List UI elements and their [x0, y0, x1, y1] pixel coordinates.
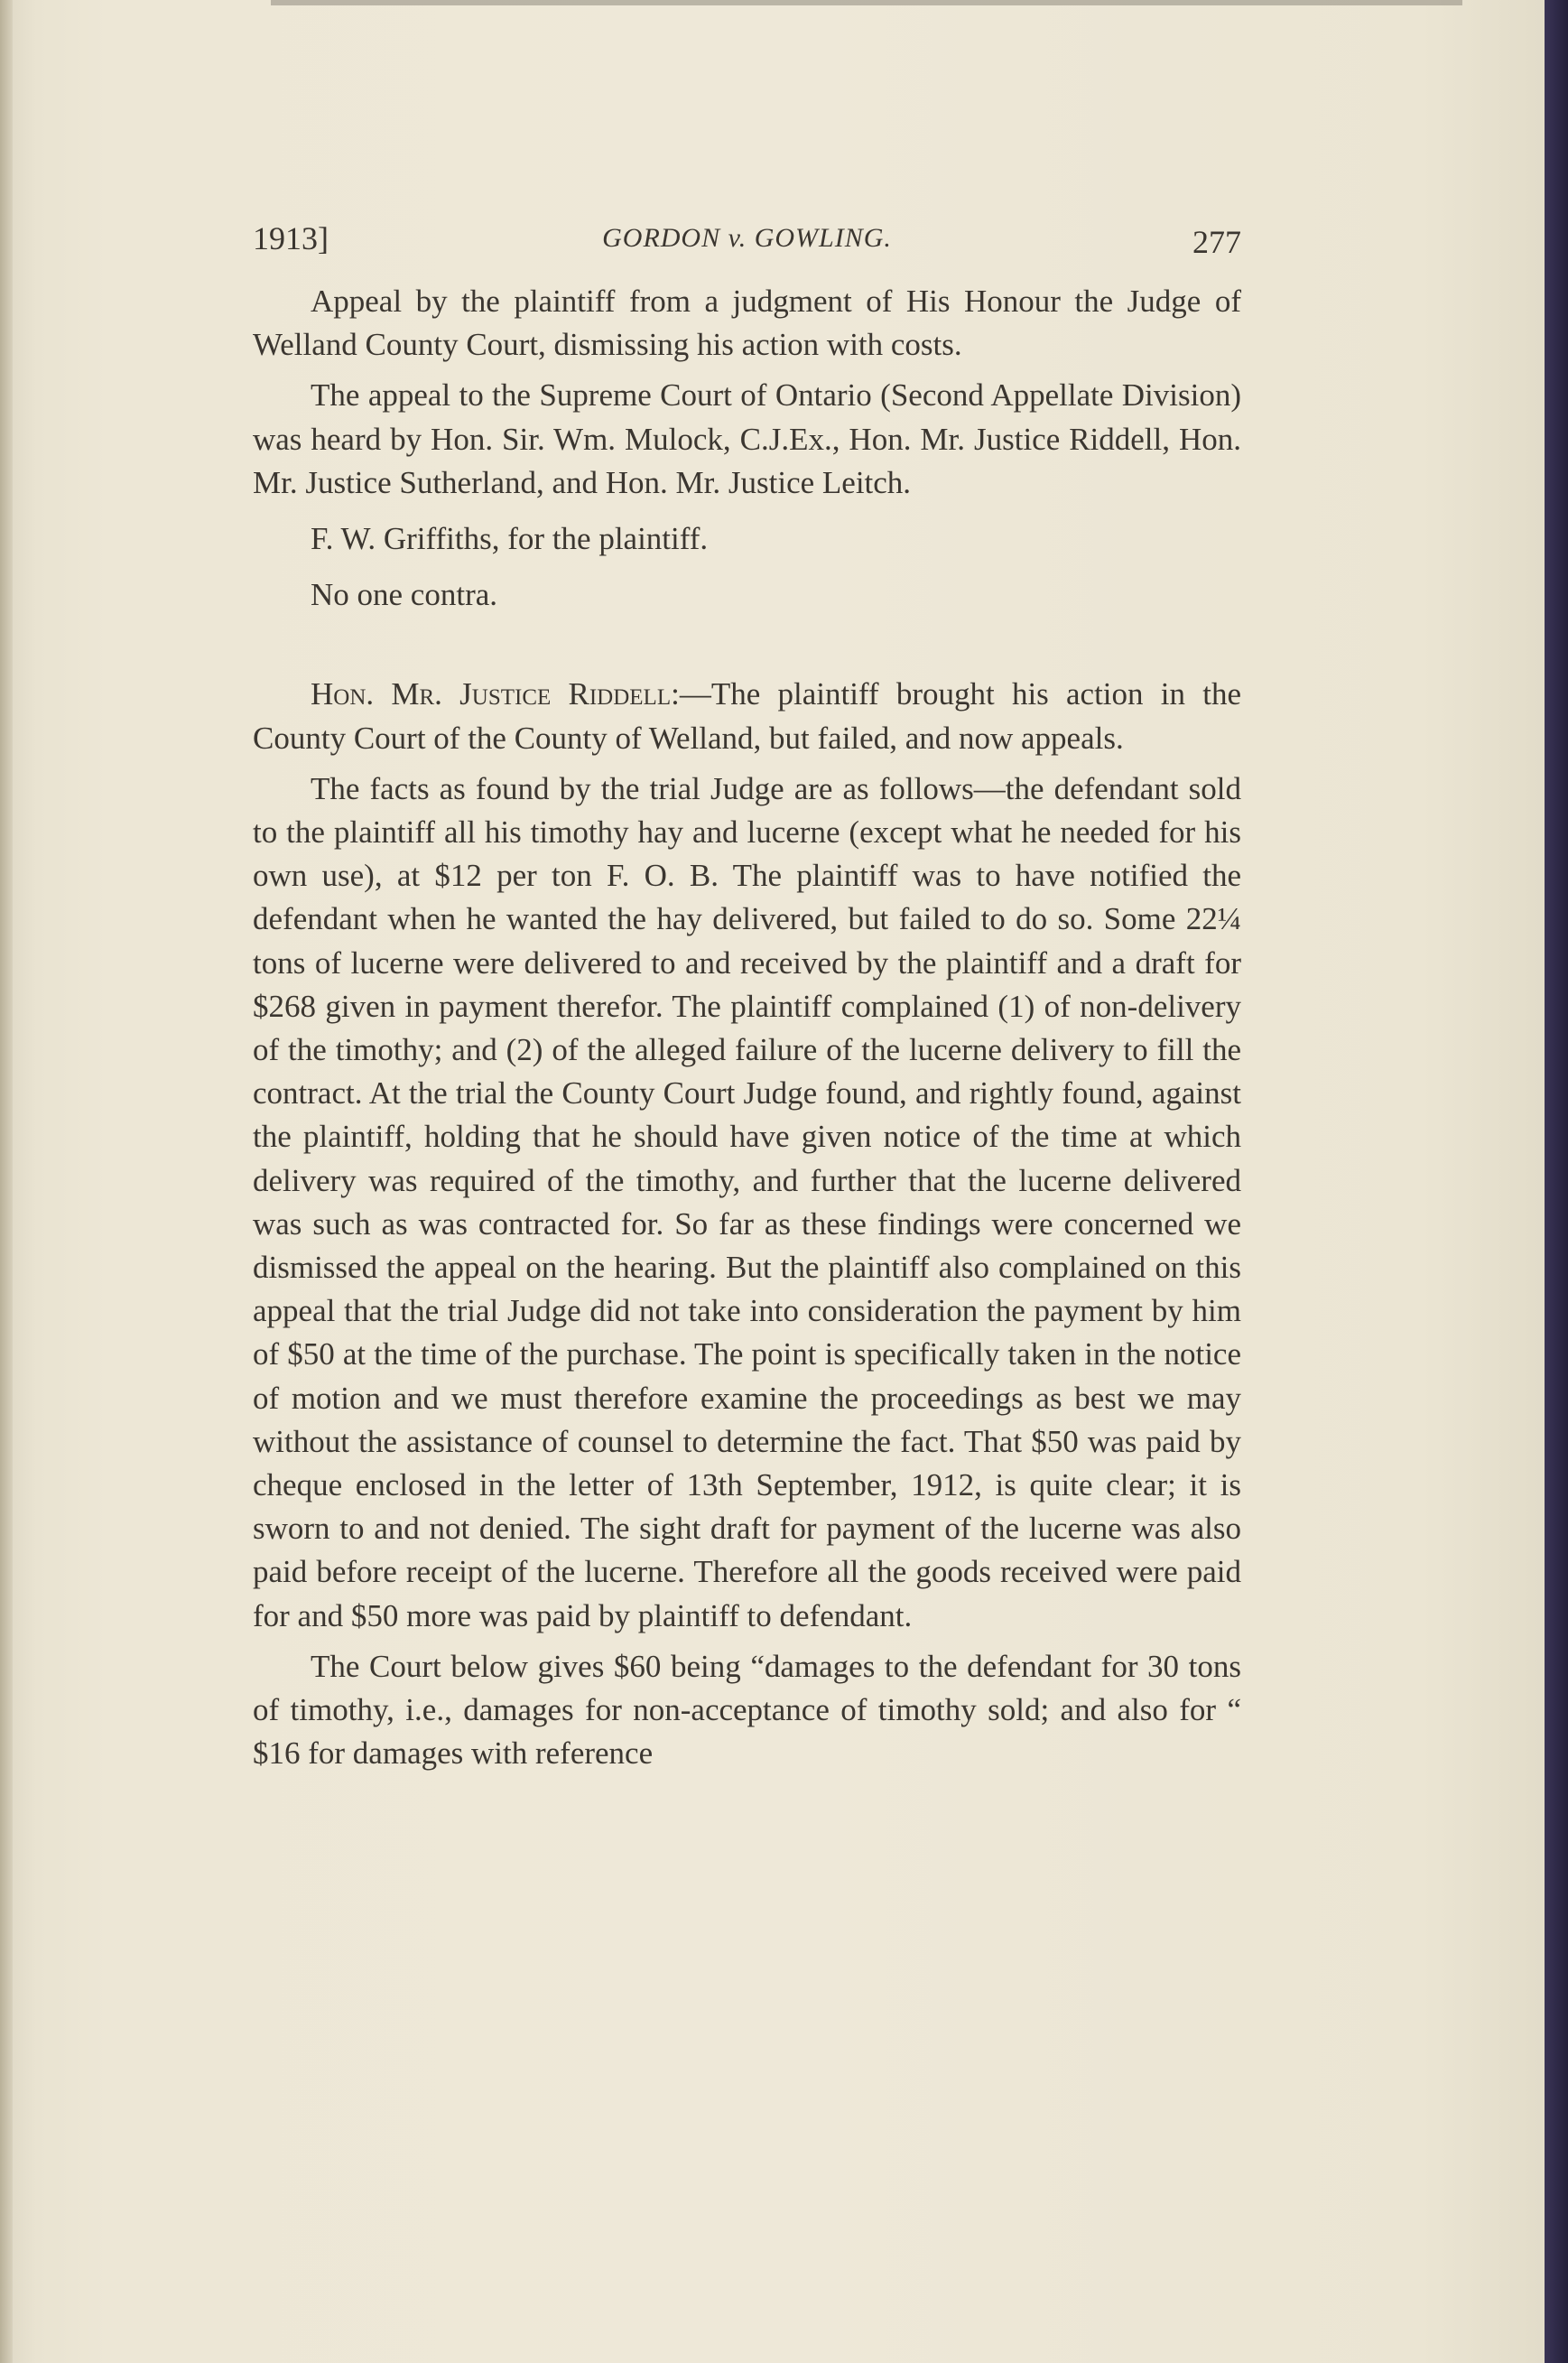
page-number: 277: [1192, 224, 1241, 260]
judge-name: Hon. Mr. Justice Riddell: [311, 676, 672, 712]
appeal-intro-paragraph: Appeal by the plaintiff from a judgment of His Honour the Judge of Welland County Court, dismissing his action with costs.: [253, 284, 1241, 363]
running-head-title: GORDON v. GOWLING.: [602, 223, 892, 253]
counsel-contra-line: No one contra.: [311, 577, 498, 613]
page-top-edge: [271, 0, 1462, 5]
book-spine-edge: [1545, 0, 1568, 2363]
page-left-edge: [0, 0, 13, 2363]
judgment-opening-paragraph: [253, 673, 1241, 759]
running-head: [253, 208, 1241, 262]
judgment-opening-text: :—The plaintiff brought his action in the County Court of the County of Welland, but failed, and now appeals.: [253, 676, 1241, 756]
running-head-year: 1913]: [253, 220, 329, 256]
facts-paragraph: The facts as found by the trial Judge are as follows—the defendant sold to the plaintiff all his timothy hay and lucerne (except what he needed for his own use), at $12 per ton F. O. B. The plaintiff was to have notified the defendant when he wanted the hay delivered, but failed to do so. Some 22¼ tons of lucerne were delivered to and received by the plaintiff and a draft for $268 given in payment therefor. The plaintiff complained (1) of non-delivery of the timothy; and (2) of the alleged failure of the lucerne delivery to fill the contract. At the trial the County Court Judge found, and rightly found, against the plaintiff, holding that he should have given notice of the time at which delivery was required of the timothy, and further that the lucerne delivered was such as was contracted for. So far as these findings were concerned we dismissed the appeal on the hearing. But the plaintiff also complained on this appeal that the trial Judge did not take into consideration the payment by him of $50 at the time of the purchase. The point is specifically taken in the notice of motion and we must therefore examine the proceedings as best we may without the assistance of counsel to determine the fact. That $50 was paid by cheque enclosed in the letter of 13th September, 1912, is quite clear; it is sworn to and not denied. The sight draft for payment of the lucerne was also paid before receipt of the lucerne. Therefore all the goods received were paid for and $50 more was paid by plaintiff to defendant.: [253, 770, 1241, 1633]
court-below-paragraph: The Court below gives $60 being “damages to the defendant for 30 tons of timothy, i.e., damages for non-acceptance of timothy sold; and also for “ $16 for damages with reference: [253, 1648, 1241, 1772]
counsel-plaintiff-line: F. W. Griffiths, for the plaintiff.: [311, 521, 709, 557]
appeal-heard-by-paragraph: The appeal to the Supreme Court of Ontario (Second Appellate Division) was heard by Hon. Sir. Wm. Mulock, C.J.Ex., Hon. Mr. Justice Riddell, Hon. Mr. Justice Sutherland, and Hon. Mr. Justice Leitch.: [253, 377, 1241, 500]
page-content: [253, 208, 1241, 1776]
